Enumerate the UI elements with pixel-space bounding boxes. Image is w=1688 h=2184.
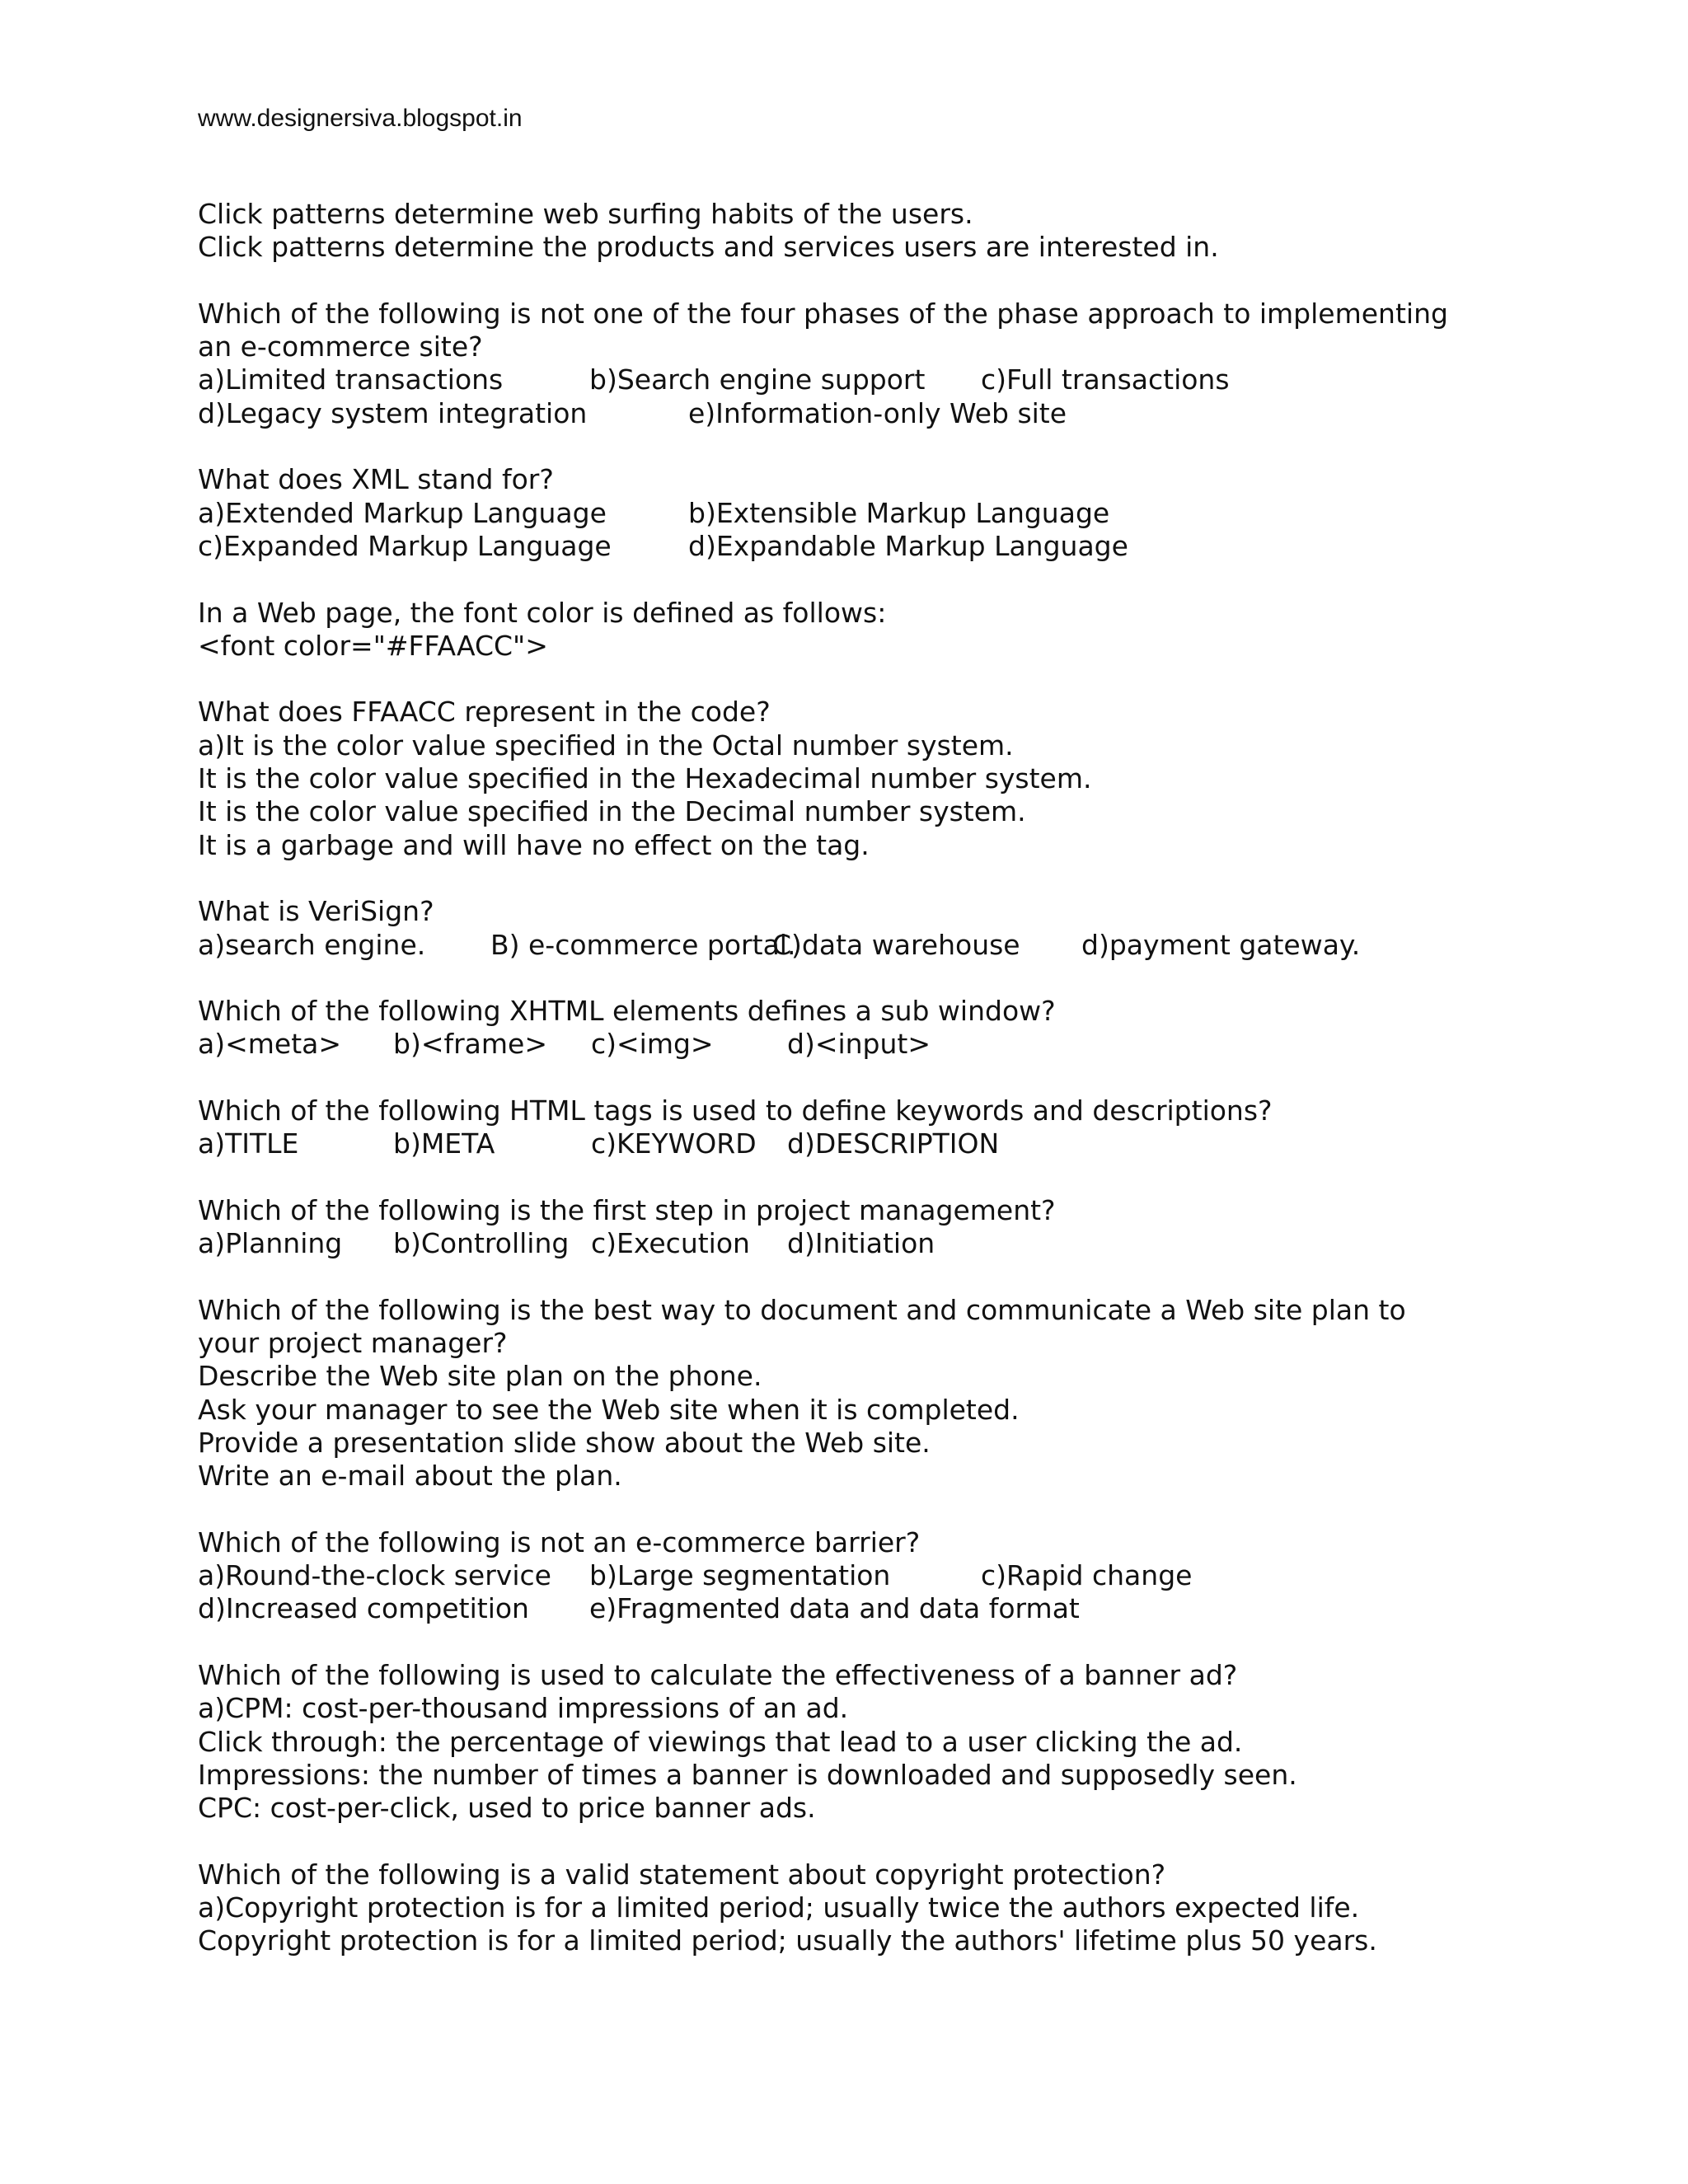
text-line xyxy=(198,1327,1550,1360)
question-line xyxy=(198,298,1550,330)
line-text: a)CPM: cost-per-thousand impressions of an ad. xyxy=(198,1692,849,1725)
option-text: a)search engine. xyxy=(198,928,426,961)
line-text: It is a garbage and will have no effect on the tag. xyxy=(198,828,870,861)
block-spacer xyxy=(198,663,1550,696)
block-spacer xyxy=(198,1626,1550,1659)
line-text: Which of the following is a valid statement about copyright protection? xyxy=(198,1858,1166,1891)
question-line xyxy=(198,198,1550,231)
option-text: b)<frame> xyxy=(393,1028,547,1061)
question-line xyxy=(198,696,1550,729)
text-line xyxy=(198,1759,1550,1792)
line-text: Impressions: the number of times a banner is downloaded and supposedly seen. xyxy=(198,1758,1297,1791)
text-line xyxy=(198,1559,1550,1592)
option-text: d)Expandable Markup Language xyxy=(688,529,1128,562)
text-line xyxy=(198,1427,1550,1460)
option-text: d)Legacy system integration xyxy=(198,396,588,429)
text-line xyxy=(198,1692,1550,1725)
line-text: Ask your manager to see the Web site when it is completed. xyxy=(198,1393,1020,1426)
block-spacer xyxy=(198,862,1550,895)
block-spacer xyxy=(198,1062,1550,1094)
block-spacer xyxy=(198,430,1550,463)
option-text: d)DESCRIPTION xyxy=(787,1127,1000,1160)
text-line xyxy=(198,363,1550,396)
line-text: Copyright protection is for a limited period; usually the authors' lifetime plus 50 years. xyxy=(198,1924,1377,1957)
question-line xyxy=(198,463,1550,496)
block-spacer xyxy=(198,265,1550,298)
text-line xyxy=(198,795,1550,828)
option-text: a)Extended Markup Language xyxy=(198,496,607,529)
line-text: It is the color value specified in the Hexadecimal number system. xyxy=(198,762,1092,795)
line-text: Click patterns determine web surfing habits of the users. xyxy=(198,198,973,230)
option-text: b)Controlling xyxy=(393,1227,570,1260)
question-line xyxy=(198,1294,1550,1327)
option-text: e)Fragmented data and data format xyxy=(589,1592,1080,1625)
line-text: Click through: the percentage of viewings that lead to a user clicking the ad. xyxy=(198,1725,1243,1758)
line-text: your project manager? xyxy=(198,1327,508,1360)
option-text: c)Expanded Markup Language xyxy=(198,529,612,562)
option-text: b)Large segmentation xyxy=(589,1559,891,1592)
line-text: Which of the following is not one of the four phases of the phase approach to implementing xyxy=(198,297,1448,330)
text-line xyxy=(198,1394,1550,1427)
option-text: c)Execution xyxy=(591,1227,750,1260)
question-line xyxy=(198,1659,1550,1692)
option-text: c)Full transactions xyxy=(981,363,1230,396)
option-text: a)Round-the-clock service xyxy=(198,1559,551,1592)
option-text: e)Information-only Web site xyxy=(688,396,1067,429)
question-line xyxy=(198,895,1550,928)
text-line xyxy=(198,1592,1550,1625)
block-spacer xyxy=(198,1161,1550,1194)
text-line xyxy=(198,1924,1550,1957)
option-text: c)Rapid change xyxy=(981,1559,1193,1592)
text-line xyxy=(198,1127,1550,1160)
line-text: Which of the following is used to calculate the effectiveness of a banner ad? xyxy=(198,1659,1238,1692)
option-text: d)<input> xyxy=(787,1028,931,1061)
option-text: b)Extensible Markup Language xyxy=(688,496,1110,529)
option-text: c)KEYWORD xyxy=(591,1127,757,1160)
question-line xyxy=(198,1526,1550,1559)
line-text: It is the color value specified in the Decimal number system. xyxy=(198,795,1026,828)
option-text: a)Limited transactions xyxy=(198,363,504,396)
line-text: Which of the following XHTML elements defines a sub window? xyxy=(198,995,1056,1028)
option-text: d)Increased competition xyxy=(198,1592,529,1625)
text-line xyxy=(198,630,1550,663)
text-line xyxy=(198,530,1550,563)
block-spacer xyxy=(198,1825,1550,1858)
line-text: CPC: cost-per-click, used to price banner ads. xyxy=(198,1792,816,1825)
option-text: d)Initiation xyxy=(787,1227,935,1260)
question-line xyxy=(198,1858,1550,1891)
line-text: Which of the following HTML tags is used to define keywords and descriptions? xyxy=(198,1094,1273,1127)
line-text: What is VeriSign? xyxy=(198,895,434,928)
line-text: Which of the following is the best way to document and communicate a Web site plan to xyxy=(198,1293,1406,1326)
question-line xyxy=(198,1194,1550,1227)
text-line xyxy=(198,762,1550,795)
block-spacer xyxy=(198,563,1550,596)
text-line xyxy=(198,1726,1550,1759)
line-text: Provide a presentation slide show about the Web site. xyxy=(198,1426,931,1459)
text-line xyxy=(198,929,1550,962)
line-text: Which of the following is the first step in project management? xyxy=(198,1193,1056,1226)
question-content xyxy=(198,198,1550,1958)
line-text: In a Web page, the font color is defined as follows: xyxy=(198,596,887,629)
option-text: a)Planning xyxy=(198,1227,343,1260)
option-text: a)TITLE xyxy=(198,1127,299,1160)
block-spacer xyxy=(198,1493,1550,1526)
text-line xyxy=(198,1028,1550,1061)
option-text: b)Search engine support xyxy=(589,363,926,396)
text-line xyxy=(198,1891,1550,1924)
option-text: c)<img> xyxy=(591,1028,714,1061)
text-line xyxy=(198,1227,1550,1260)
text-line xyxy=(198,1460,1550,1493)
header-url: www.designersiva.blogspot.in xyxy=(198,105,523,132)
block-spacer xyxy=(198,962,1550,995)
block-spacer xyxy=(198,1261,1550,1294)
line-text: What does FFAACC represent in the code? xyxy=(198,696,771,729)
text-line xyxy=(198,330,1550,363)
text-line xyxy=(198,231,1550,264)
line-text: Write an e-mail about the plan. xyxy=(198,1460,622,1493)
text-line xyxy=(198,729,1550,762)
line-text: a)It is the color value specified in the Octal number system. xyxy=(198,729,1014,762)
text-line xyxy=(198,829,1550,862)
option-text: b)META xyxy=(393,1127,495,1160)
line-text: a)Copyright protection is for a limited period; usually twice the authors expected life. xyxy=(198,1891,1360,1924)
line-text: Which of the following is not an e-commerce barrier? xyxy=(198,1526,921,1558)
option-text: C)data warehouse xyxy=(772,928,1020,961)
question-line xyxy=(198,995,1550,1028)
line-text: Describe the Web site plan on the phone. xyxy=(198,1360,762,1393)
line-text: <font color="#FFAACC"> xyxy=(198,629,548,662)
line-text: What does XML stand for? xyxy=(198,463,554,496)
text-line xyxy=(198,1360,1550,1393)
text-line xyxy=(198,397,1550,430)
question-line xyxy=(198,597,1550,630)
line-text: an e-commerce site? xyxy=(198,330,483,363)
option-text: B) e-commerce portal. xyxy=(490,928,796,961)
option-text: d)payment gateway. xyxy=(1081,928,1361,961)
question-line xyxy=(198,1094,1550,1127)
text-line xyxy=(198,497,1550,530)
option-text: a)<meta> xyxy=(198,1028,342,1061)
text-line xyxy=(198,1792,1550,1825)
line-text: Click patterns determine the products and services users are interested in. xyxy=(198,231,1219,264)
